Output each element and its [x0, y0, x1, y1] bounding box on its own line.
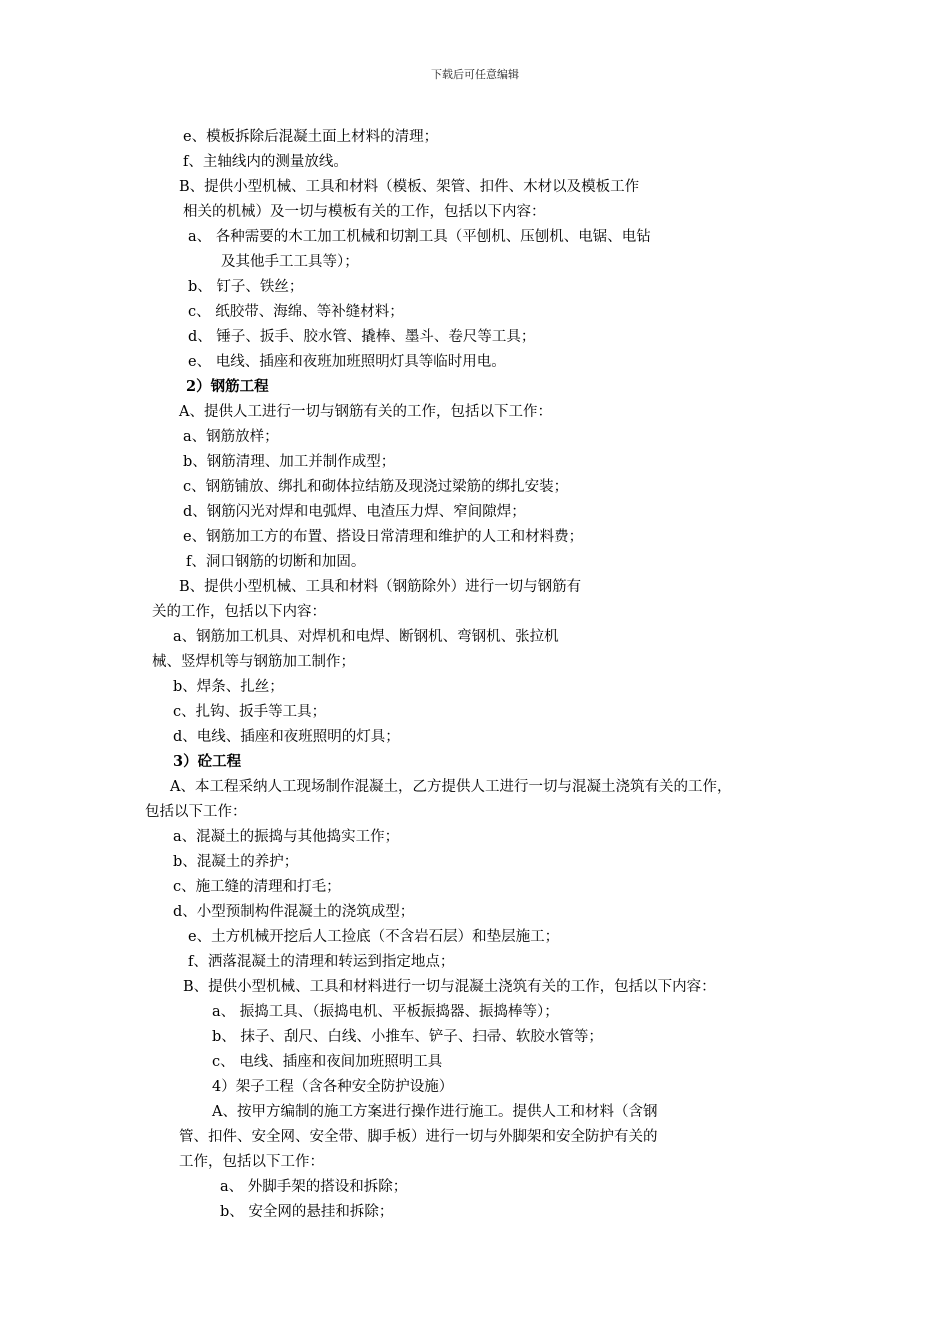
- list-item: b、焊条、扎丝；: [173, 679, 284, 695]
- text-line: A、提供人工进行一切与钢筋有关的工作，包括以下工作：: [179, 404, 552, 420]
- list-item: b、 安全网的悬挂和拆除；: [220, 1204, 394, 1220]
- text-line: 械、竖焊机等与钢筋加工制作；: [152, 654, 355, 670]
- list-item: a、钢筋放样；: [183, 429, 279, 445]
- section-heading: 2）钢筋工程: [186, 378, 269, 395]
- text-line: 包括以下工作：: [145, 804, 247, 820]
- list-item: c、扎钩、扳手等工具；: [173, 704, 327, 720]
- text-line: B、提供小型机械、工具和材料（钢筋除外）进行一切与钢筋有: [179, 579, 582, 595]
- list-item: c、钢筋铺放、绑扎和砌体拉结筋及现浇过梁筋的绑扎安装；: [183, 479, 569, 495]
- list-item: c、 电线、插座和夜间加班照明工具: [212, 1054, 443, 1070]
- list-item: c、 纸胶带、海绵、等补缝材料；: [188, 304, 404, 320]
- list-item: d、电线、插座和夜班照明的灯具；: [173, 729, 400, 745]
- list-item: b、 钉子、铁丝；: [188, 279, 304, 295]
- list-item: e、钢筋加工方的布置、搭设日常清理和维护的人工和材料费；: [183, 529, 584, 545]
- text-line: 相关的机械）及一切与模板有关的工作，包括以下内容：: [183, 204, 546, 220]
- list-item: d、小型预制构件混凝土的浇筑成型；: [173, 904, 415, 920]
- list-item: b、钢筋清理、加工并制作成型；: [183, 454, 396, 470]
- text-line: B、提供小型机械、工具和材料（模板、架管、扣件、木材以及模板工作: [179, 179, 640, 195]
- list-item: a、 振捣工具、（振捣电机、平板振捣器、振捣棒等）；: [212, 1004, 559, 1020]
- list-item: b、混凝土的养护；: [173, 854, 299, 870]
- text-line: 管、扣件、安全网、安全带、脚手板）进行一切与外脚架和安全防护有关的: [179, 1129, 658, 1145]
- list-item: b、 抹子、刮尺、白线、小推车、铲子、扫帚、软胶水管等；: [212, 1029, 603, 1045]
- text-line: 及其他手工工具等）；: [221, 254, 359, 270]
- list-item: a、 各种需要的木工加工机械和切割工具（平刨机、压刨机、电锯、电钻: [188, 229, 651, 245]
- text-line: B、提供小型机械、工具和材料进行一切与混凝土浇筑有关的工作，包括以下内容：: [183, 979, 716, 995]
- list-item: f、洒落混凝土的清理和转运到指定地点；: [188, 954, 455, 970]
- list-item: f、洞口钢筋的切断和加固。: [186, 554, 366, 570]
- list-item: c、施工缝的清理和打毛；: [173, 879, 341, 895]
- section-heading: 3）砼工程: [173, 753, 242, 770]
- text-line: A、本工程采纳人工现场制作混凝土，乙方提供人工进行一切与混凝土浇筑有关的工作，: [170, 779, 732, 795]
- text-line: 关的工作，包括以下内容：: [152, 604, 326, 620]
- text-line: A、按甲方编制的施工方案进行操作进行施工。提供人工和材料（含钢: [212, 1104, 658, 1120]
- text-line: e、模板拆除后混凝土面上材料的清理；: [183, 129, 439, 145]
- page-header: 下载后可任意编辑: [431, 68, 519, 81]
- list-item: a、 外脚手架的搭设和拆除；: [220, 1179, 408, 1195]
- text-line: 工作，包括以下工作：: [179, 1154, 324, 1170]
- section-heading: 4）架子工程（含各种安全防护设施）: [212, 1079, 454, 1095]
- list-item: d、 锤子、扳手、胶水管、撬棒、墨斗、卷尺等工具；: [188, 329, 536, 345]
- list-item: a、混凝土的振捣与其他捣实工作；: [173, 829, 400, 845]
- list-item: d、钢筋闪光对焊和电弧焊、电渣压力焊、窄间隙焊；: [183, 504, 526, 520]
- list-item: e、 电线、插座和夜班加班照明灯具等临时用电。: [188, 354, 506, 370]
- list-item: a、钢筋加工机具、对焊机和电焊、断钢机、弯钢机、张拉机: [173, 629, 559, 645]
- text-line: f、主轴线内的测量放线。: [183, 154, 348, 170]
- list-item: e、土方机械开挖后人工捡底（不含岩石层）和垫层施工；: [188, 929, 560, 945]
